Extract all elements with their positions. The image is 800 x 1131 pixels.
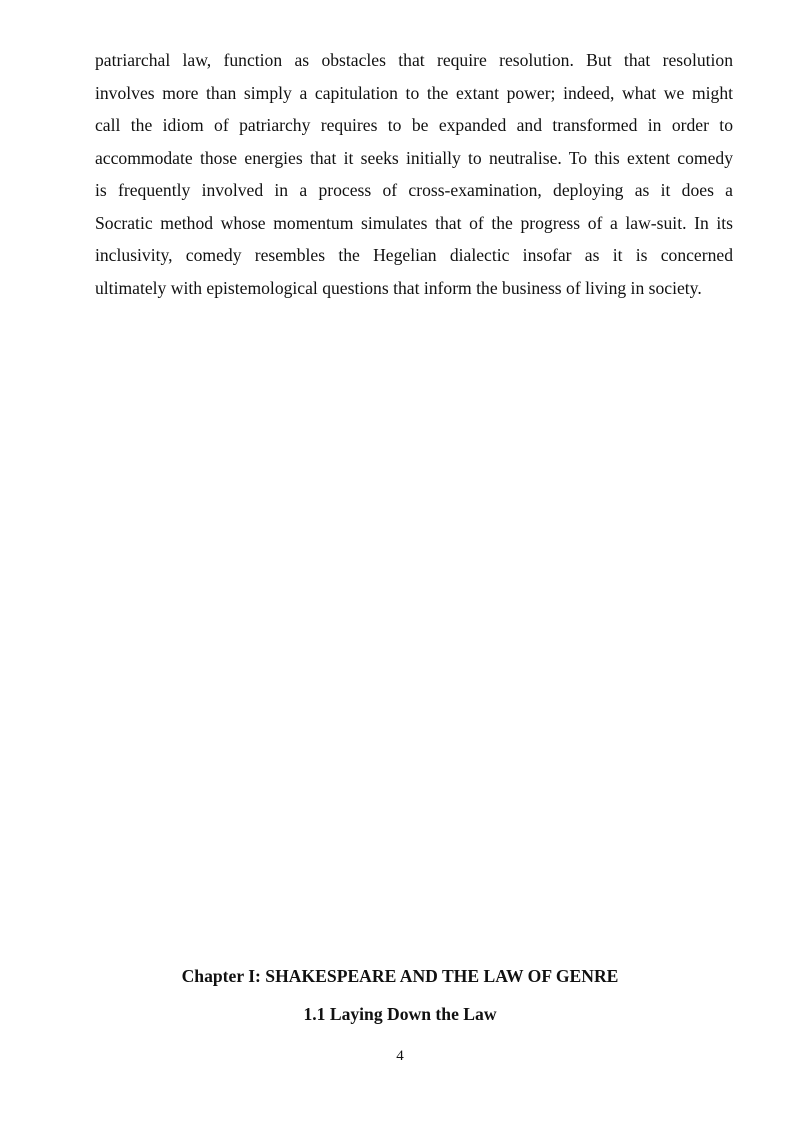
paragraph-line: involves more than simply a capitulation to the extant power; indeed, what we might — [95, 82, 733, 103]
paragraph-line: accommodate those energies that it seeks initially to neutralise. To this extent comedy — [95, 147, 733, 168]
paragraph-line: inclusivity, comedy resembles the Hegelian dialectic insofar as it is concerned — [95, 245, 733, 265]
body-paragraph — [95, 44, 733, 304]
paragraph-line: is frequently involved in a process of cross-examination, deploying as it does a — [95, 180, 733, 200]
paragraph-line: ultimately with epistemological questions that inform the business of living in society. — [95, 277, 702, 298]
section-title: 1.1 Laying Down the Law — [303, 1004, 497, 1024]
chapter-title: Chapter I: SHAKESPEARE AND THE LAW OF GENRE — [181, 966, 619, 986]
paragraph-line: call the idiom of patriarchy requires to be expanded and transformed in order to — [95, 115, 733, 135]
paragraph-line: patriarchal law, function as obstacles that require resolution. But that resolution — [95, 50, 733, 70]
paragraph-line: Socratic method whose momentum simulates that of the progress of a law-suit. In its — [95, 212, 733, 233]
page-number: 4 — [396, 1048, 404, 1064]
